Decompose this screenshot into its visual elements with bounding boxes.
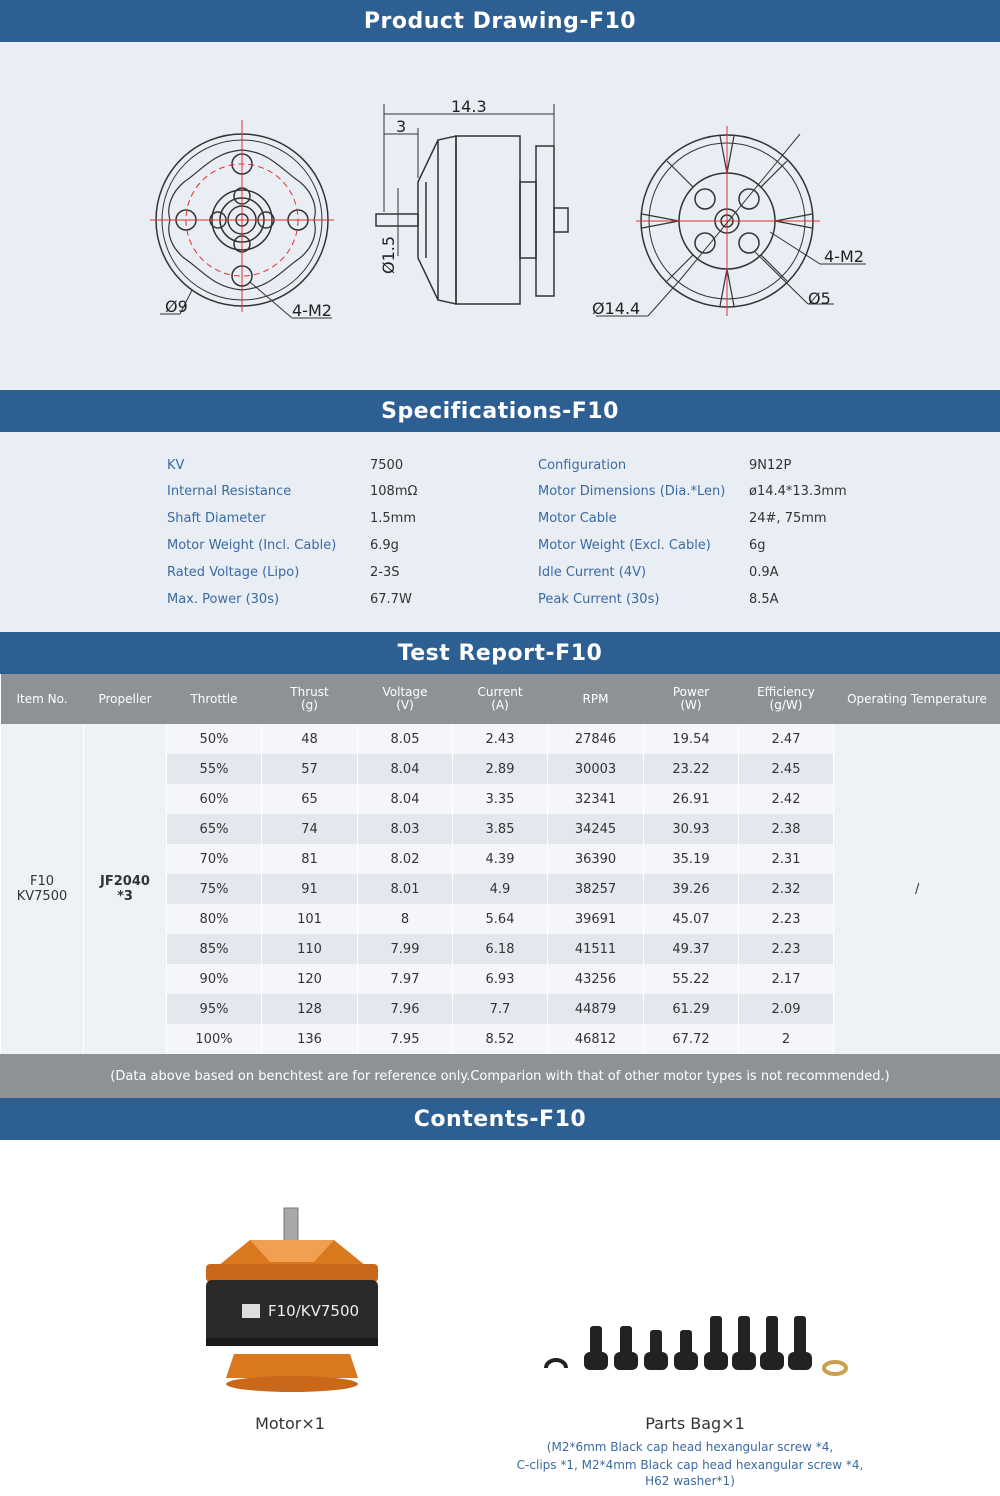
parts-bag-image [538, 1306, 858, 1386]
table-row [1, 724, 1000, 754]
motor-image [190, 1198, 400, 1408]
spec-value: 24#, 75mm [749, 511, 827, 527]
table-cell: 36390 [548, 844, 644, 874]
table-cell: 2.23 [739, 904, 834, 934]
spec-label: Shaft Diameter [167, 511, 266, 527]
column-header [1, 674, 84, 724]
table-cell: 49.37 [644, 934, 739, 964]
table-cell: 2.09 [739, 994, 834, 1024]
drawing-title-band [0, 0, 1000, 42]
table-cell: 8.05 [358, 724, 453, 754]
table-cell: 65 [262, 784, 358, 814]
drawing-svg [0, 42, 1000, 392]
table-cell: 30003 [548, 754, 644, 784]
parts-desc-line-2: C-clips *1, M2*4mm Black cap head hexangular screw *4, [516, 1458, 864, 1472]
table-cell: 4.9 [453, 874, 548, 904]
table-cell: 2.43 [453, 724, 548, 754]
specs-title-band [0, 390, 1000, 432]
side-view [376, 136, 568, 304]
report-note-text: (Data above based on benchtest are for reference only.Comparion with that of other motor types is not recommended.) [110, 1068, 890, 1084]
table-cell: 95% [167, 994, 262, 1024]
column-header [358, 674, 453, 724]
column-header-name: Propeller [98, 691, 152, 706]
table-cell: 60% [167, 784, 262, 814]
parts-caption: Parts Bag×1 [645, 1414, 745, 1433]
column-header [262, 674, 358, 724]
spec-label: Motor Cable [538, 511, 617, 527]
specs-title: Specifications-F10 [381, 398, 619, 424]
table-cell: 2.47 [739, 724, 834, 754]
propeller-line: *3 [117, 889, 133, 904]
column-header-name: Voltage [382, 685, 428, 699]
spec-label: KV [167, 457, 185, 473]
spec-label: Configuration [538, 457, 627, 473]
rear-hole-label: Ø5 [808, 289, 831, 308]
front-dia-label: Ø9 [165, 297, 188, 316]
table-cell: 2 [739, 1024, 834, 1054]
table-cell: 34245 [548, 814, 644, 844]
table-cell: 8 [358, 904, 453, 934]
column-header [739, 674, 834, 724]
table-cell: 7.97 [358, 964, 453, 994]
report-header-row [1, 674, 1000, 724]
table-cell: 44879 [548, 994, 644, 1024]
table-cell: 75% [167, 874, 262, 904]
column-header-unit: (V) [396, 698, 414, 712]
parts-description [490, 1438, 890, 1488]
table-cell: 81 [262, 844, 358, 874]
table-cell: 39691 [548, 904, 644, 934]
table-cell: 85% [167, 934, 262, 964]
table-cell: 101 [262, 904, 358, 934]
column-header-name: Operating Temperature [847, 691, 987, 706]
item-number-line: F10 [29, 874, 55, 889]
table-cell: 8.04 [358, 784, 453, 814]
table-cell: 2.45 [739, 754, 834, 784]
column-header-name: Efficiency [757, 685, 815, 699]
spec-value: 2-3S [370, 564, 400, 580]
table-cell: 6.18 [453, 934, 548, 964]
spec-value: 7500 [370, 457, 404, 473]
column-header-name: Throttle [190, 691, 238, 706]
column-header-name: RPM [582, 691, 609, 706]
table-cell: 2.17 [739, 964, 834, 994]
table-cell: 57 [262, 754, 358, 784]
column-header-name: Current [477, 685, 523, 699]
table-cell: 6.93 [453, 964, 548, 994]
table-cell: 35.19 [644, 844, 739, 874]
contents-title-band [0, 1098, 1000, 1140]
spec-label: Internal Resistance [167, 484, 292, 500]
table-cell: 8.03 [358, 814, 453, 844]
table-cell: 8.52 [453, 1024, 548, 1054]
table-cell: 43256 [548, 964, 644, 994]
table-cell: 8.01 [358, 874, 453, 904]
item-number-line: KV7500 [16, 889, 68, 904]
spec-label: Rated Voltage (Lipo) [167, 564, 300, 580]
table-cell: 90% [167, 964, 262, 994]
table-cell: 39.26 [644, 874, 739, 904]
column-header [834, 674, 1000, 724]
table-cell: 128 [262, 994, 358, 1024]
table-cell: 5.64 [453, 904, 548, 934]
table-cell: 4.39 [453, 844, 548, 874]
column-header [453, 674, 548, 724]
item-number-cell [1, 724, 84, 1054]
contents-title: Contents-F10 [413, 1106, 587, 1132]
spec-value: 0.9A [749, 564, 779, 580]
spec-value: 1.5mm [370, 511, 417, 527]
spec-label: Motor Dimensions (Dia.*Len) [538, 484, 726, 500]
side-length-label: 14.3 [451, 97, 487, 116]
spec-value: ø14.4*13.3mm [749, 484, 847, 500]
side-dimension-lines [384, 104, 554, 256]
spec-label: Peak Current (30s) [538, 591, 660, 607]
table-cell: 48 [262, 724, 358, 754]
column-header [644, 674, 739, 724]
table-cell: 7.95 [358, 1024, 453, 1054]
column-header-unit: (W) [680, 698, 702, 712]
table-cell: 2.23 [739, 934, 834, 964]
table-cell: 7.7 [453, 994, 548, 1024]
table-cell: 110 [262, 934, 358, 964]
table-cell: 30.93 [644, 814, 739, 844]
parts-desc-line-3: H62 washer*1) [645, 1474, 735, 1488]
table-cell: 2.38 [739, 814, 834, 844]
table-cell: 7.96 [358, 994, 453, 1024]
table-cell: 2.31 [739, 844, 834, 874]
table-cell: 136 [262, 1024, 358, 1054]
propeller-line: JF2040 [100, 874, 150, 889]
table-cell: 32341 [548, 784, 644, 814]
specs-background [0, 432, 1000, 632]
table-cell: 46812 [548, 1024, 644, 1054]
table-cell: 19.54 [644, 724, 739, 754]
column-header-unit: (g/W) [769, 698, 803, 712]
spec-label: Max. Power (30s) [167, 591, 280, 607]
test-report-table [0, 674, 1000, 1054]
column-header [84, 674, 167, 724]
spec-value: 6g [749, 537, 766, 553]
report-title: Test Report-F10 [397, 640, 603, 666]
product-drawing [0, 42, 1000, 392]
rear-dia-label: Ø14.4 [592, 299, 641, 318]
table-cell: 80% [167, 904, 262, 934]
table-cell: 3.85 [453, 814, 548, 844]
table-cell: 55% [167, 754, 262, 784]
column-header-unit: (g) [301, 698, 318, 712]
table-cell: 27846 [548, 724, 644, 754]
parts-desc-line-1: (M2*6mm Black cap head hexangular screw *4, [546, 1440, 834, 1454]
table-cell: 41511 [548, 934, 644, 964]
table-cell: 61.29 [644, 994, 739, 1024]
drawing-title: Product Drawing-F10 [363, 8, 637, 34]
table-cell: 50% [167, 724, 262, 754]
table-cell: 74 [262, 814, 358, 844]
temperature-cell: / [834, 724, 1000, 1054]
table-cell: 67.72 [644, 1024, 739, 1054]
table-cell: 2.89 [453, 754, 548, 784]
table-cell: 8.04 [358, 754, 453, 784]
column-header-name: Item No. [16, 691, 68, 706]
table-cell: 70% [167, 844, 262, 874]
table-cell: 8.02 [358, 844, 453, 874]
table-cell: 120 [262, 964, 358, 994]
table-cell: 26.91 [644, 784, 739, 814]
spec-value: 6.9g [370, 537, 399, 553]
spec-label: Idle Current (4V) [538, 564, 647, 580]
motor-label: F10/KV7500 [268, 1302, 360, 1320]
rear-screws-label: 4-M2 [824, 247, 864, 266]
report-note [0, 1054, 1000, 1098]
table-cell: 2.42 [739, 784, 834, 814]
spec-value: 108mΩ [370, 484, 418, 500]
table-cell: 45.07 [644, 904, 739, 934]
side-offset-label: 3 [396, 117, 407, 136]
column-header-unit: (A) [491, 698, 509, 712]
table-cell: 38257 [548, 874, 644, 904]
table-cell: 65% [167, 814, 262, 844]
spec-value: 8.5A [749, 591, 779, 607]
motor-caption: Motor×1 [255, 1414, 325, 1433]
table-cell: 3.35 [453, 784, 548, 814]
spec-label: Motor Weight (Excl. Cable) [538, 537, 711, 553]
column-header-name: Power [672, 685, 710, 699]
report-body [1, 724, 1000, 1054]
report-title-band [0, 632, 1000, 674]
table-cell: 100% [167, 1024, 262, 1054]
spec-value: 9N12P [749, 457, 792, 473]
table-cell: 91 [262, 874, 358, 904]
table-cell: 7.99 [358, 934, 453, 964]
table-cell: 55.22 [644, 964, 739, 994]
front-screws-label: 4-M2 [292, 301, 332, 320]
column-header [548, 674, 644, 724]
propeller-cell [84, 724, 167, 1054]
column-header [167, 674, 262, 724]
spec-value: 67.7W [370, 591, 412, 607]
table-cell: 23.22 [644, 754, 739, 784]
column-header-name: Thrust [290, 685, 329, 699]
shaft-dia-label: Ø1.5 [379, 235, 398, 274]
table-cell: 2.32 [739, 874, 834, 904]
spec-label: Motor Weight (Incl. Cable) [167, 537, 337, 553]
